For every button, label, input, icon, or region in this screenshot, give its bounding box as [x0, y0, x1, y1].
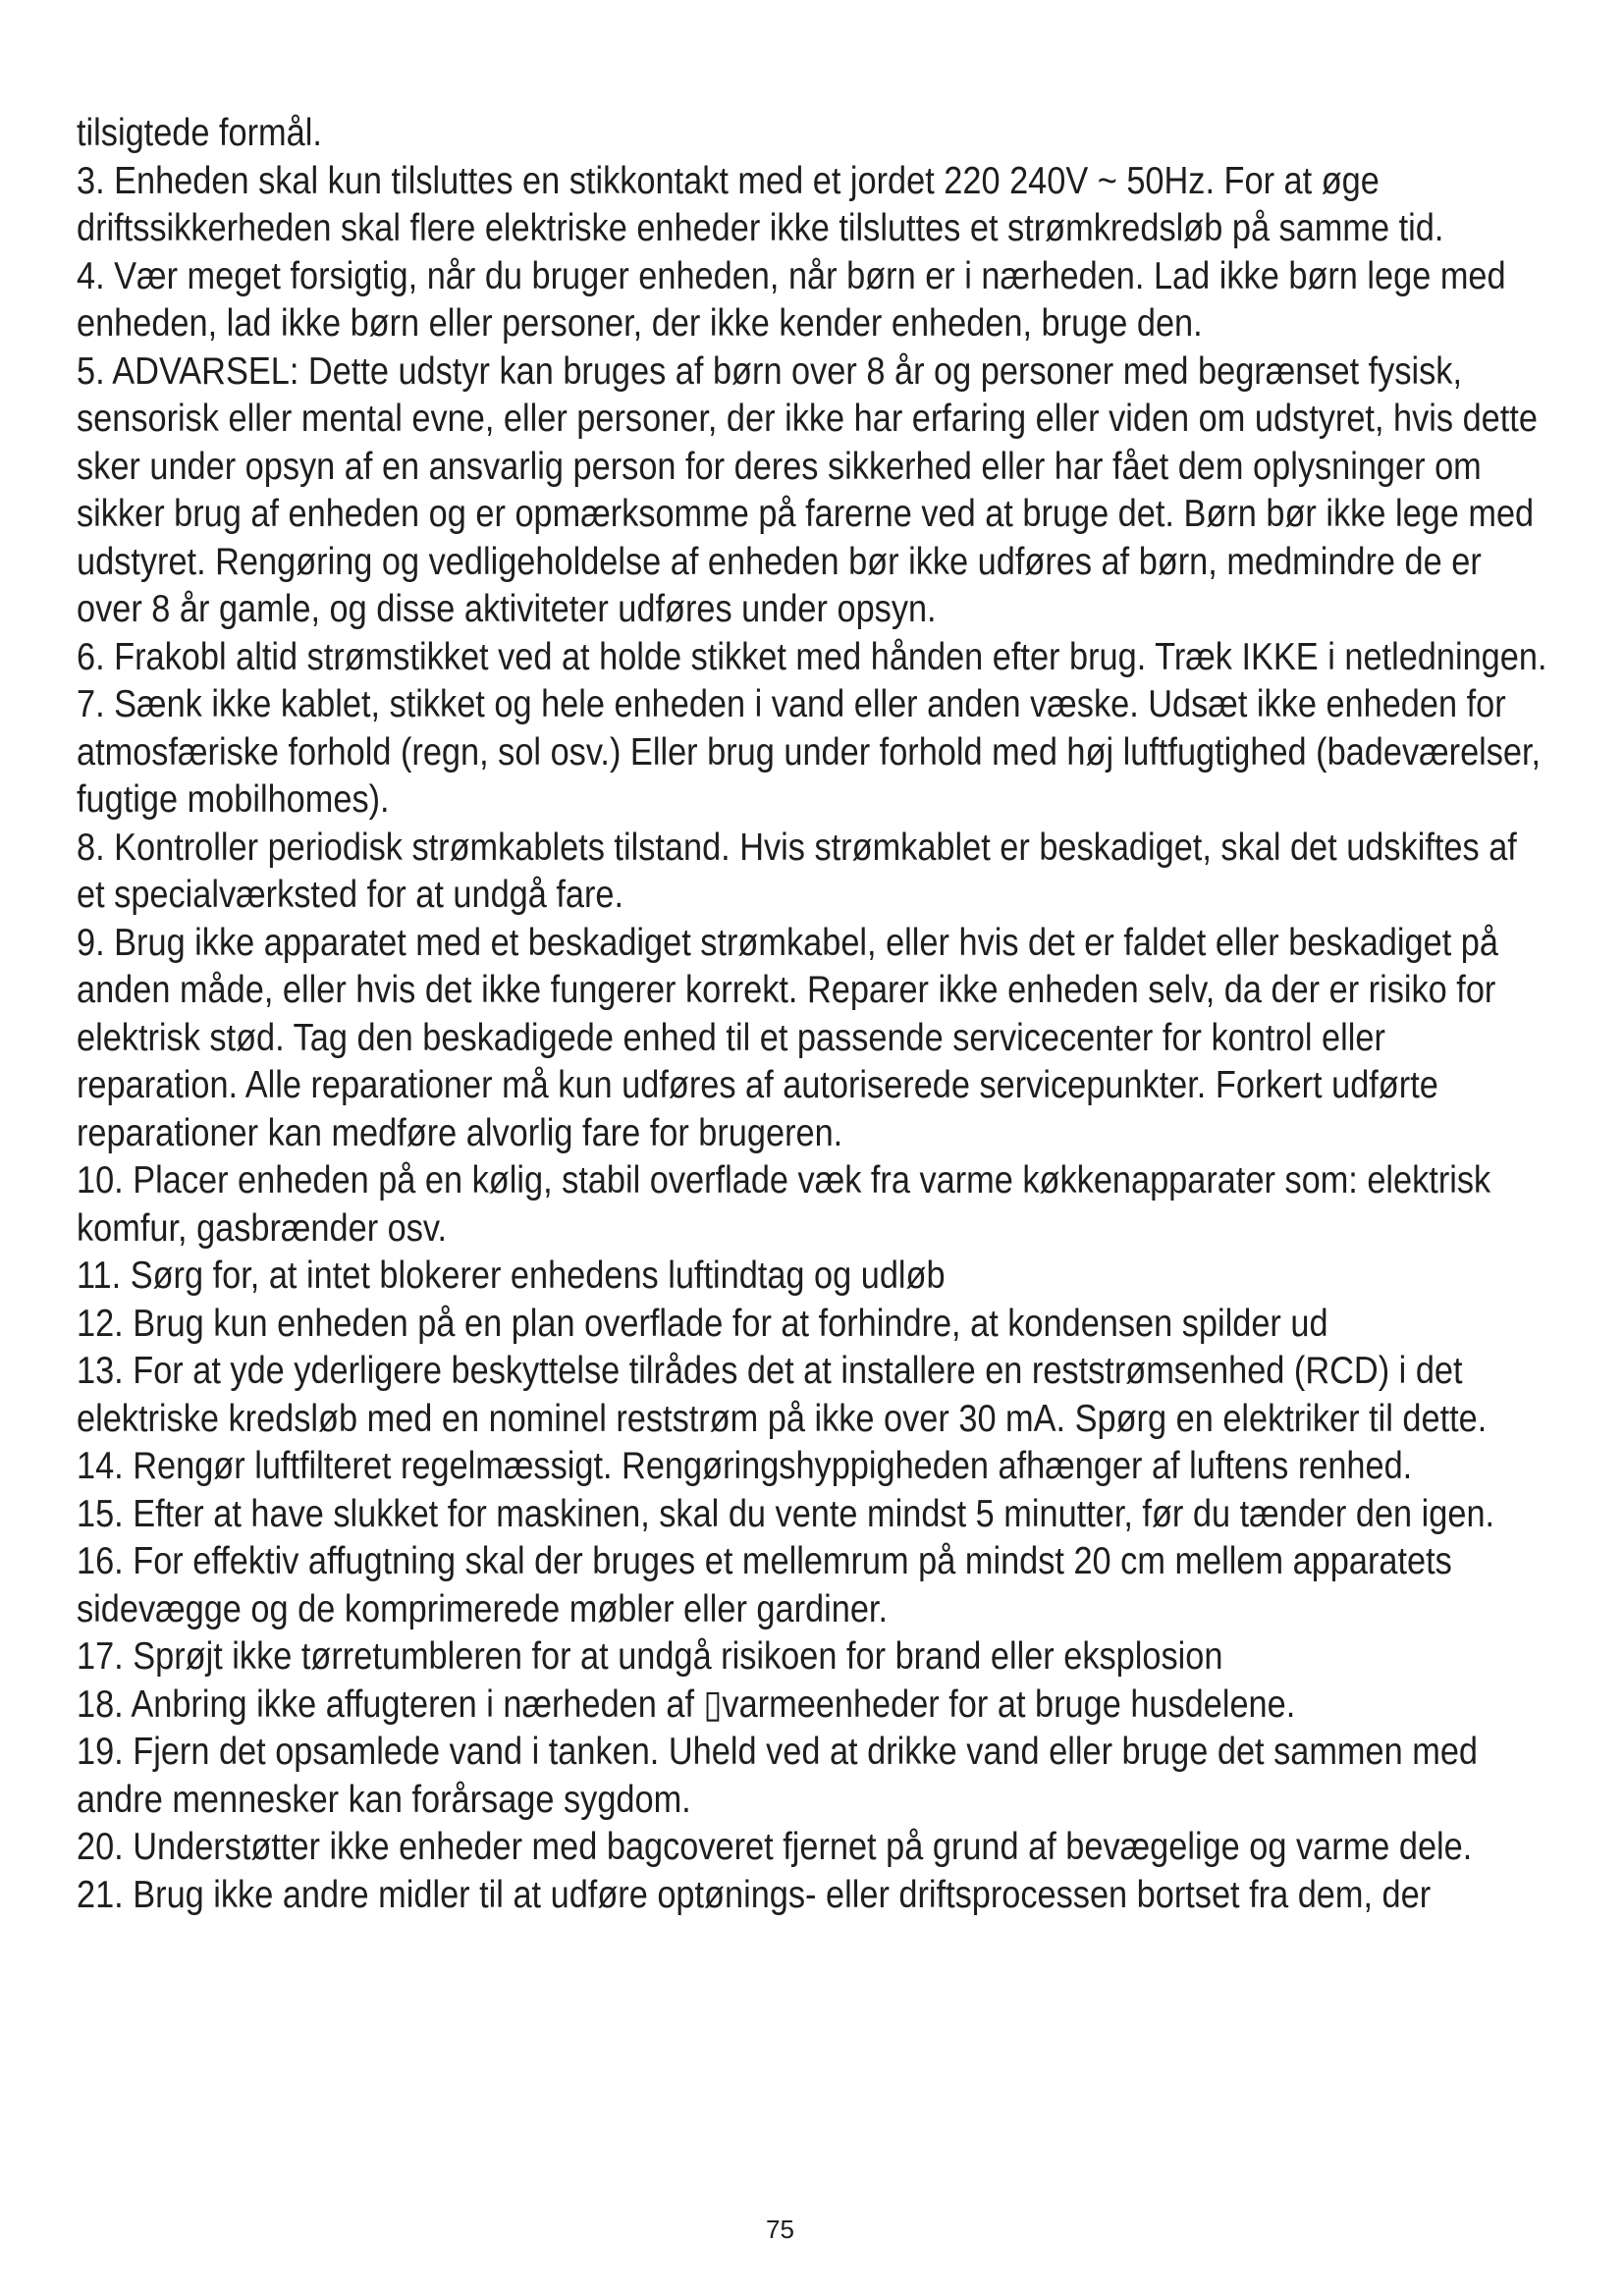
paragraph-17: 17. Sprøjt ikke tørretumbleren for at undgå risikoen for brand eller eksplosion [77, 1635, 1223, 1678]
paragraph-4: 4. Vær meget forsigtig, når du bruger enheden, når børn er i nærheden. Lad ikke børn lege med enheden, lad ikke børn eller personer, der ikke kender enheden, bruge den. [77, 254, 1506, 345]
paragraph-8: 8. Kontroller periodisk strømkablets tilstand. Hvis strømkablet er beskadiget, skal det udskiftes af et specialværksted for at undgå fare. [77, 826, 1517, 916]
paragraph-5: 5. ADVARSEL: Dette udstyr kan bruges af børn over 8 år og personer med begrænset fysisk, sensorisk eller mental evne, eller personer, der ikke har erfaring eller viden om udstyret, hvis dette sker under opsyn af en ansvarlig person for deres sikkerhed eller har fået dem oplysninger om sikker brug af enheden og er opmærksomme på farerne ved at bruge det. Børn bør ikke lege med udstyret. Rengøring og vedligeholdelse af enheden bør ikke udføres af børn, medmindre de er over 8 år gamle, og disse aktiviteter udføres under opsyn. [77, 349, 1538, 630]
page-body [77, 110, 1549, 1919]
paragraph-21: 21. Brug ikke andre midler til at udføre optønings- eller driftsprocessen bortset fra dem, der [77, 1873, 1432, 1916]
paragraph-10: 10. Placer enheden på en kølig, stabil overflade væk fra varme køkkenapparater som: elektrisk komfur, gasbrænder osv. [77, 1159, 1491, 1250]
paragraph-12: 12. Brug kun enheden på en plan overflade for at forhindre, at kondensen spilder ud [77, 1302, 1328, 1345]
paragraph-11: 11. Sørg for, at intet blokerer enhedens luftindtag og udløb [77, 1255, 946, 1297]
paragraph-3: 3. Enheden skal kun tilsluttes en stikkontakt med et jordet 220 240V ~ 50Hz. For at øge driftssikkerheden skal flere elektriske enheder ikke tilsluttes et strømkredsløb på samme tid. [77, 159, 1444, 249]
paragraph-intended-use: tilsigtede formål. [77, 112, 322, 154]
paragraph-7: 7. Sænk ikke kablet, stikket og hele enheden i vand eller anden væske. Udsæt ikke enheden for atmosfæriske forhold (regn, sol osv.) Eller brug under forhold med høj luftfugtighed (badeværelser, fugtige mobilhomes). [77, 683, 1542, 821]
paragraph-6: 6. Frakobl altid strømstikket ved at holde stikket med hånden efter brug. Træk IKKE i netledningen. [77, 635, 1547, 678]
page-number: 75 [766, 2215, 794, 2244]
paragraph-14: 14. Rengør luftfilteret regelmæssigt. Rengøringshyppigheden afhænger af luftens renhed. [77, 1445, 1413, 1487]
paragraph-13: 13. For at yde yderligere beskyttelse tilrådes det at installere en reststrømsenhed (RCD) i det elektriske kredsløb med en nominel reststrøm på ikke over 30 mA. Spørg en elektriker til dette. [77, 1350, 1488, 1440]
paragraph-20: 20. Understøtter ikke enheder med bagcoveret fjernet på grund af bevægelige og varme dele. [77, 1826, 1473, 1868]
paragraph-16: 16. For effektiv affugtning skal der bruges et mellemrum på mindst 20 cm mellem apparatets sidevægge og de komprimerede møbler eller gardiner. [77, 1540, 1452, 1630]
paragraph-19: 19. Fjern det opsamlede vand i tanken. Uheld ved at drikke vand eller bruge det sammen med andre mennesker kan forårsage sygdom. [77, 1731, 1479, 1821]
paragraph-9: 9. Brug ikke apparatet med et beskadiget strømkabel, eller hvis det er faldet eller beskadiget på anden måde, eller hvis det ikke fungerer korrekt. Reparer ikke enheden selv, da der er risiko for elektrisk stød. Tag den beskadigede enhed til et passende servicecenter for kontrol eller reparation. Alle reparationer må kun udføres af autoriserede servicepunkter. Forkert udførte reparationer kan medføre alvorlig fare for brugeren. [77, 921, 1498, 1154]
paragraph-18: 18. Anbring ikke affugteren i nærheden af ▯varmeenheder for at bruge husdelene. [77, 1682, 1296, 1726]
paragraph-15: 15. Efter at have slukket for maskinen, skal du vente mindst 5 minutter, før du tænder den igen. [77, 1492, 1495, 1535]
